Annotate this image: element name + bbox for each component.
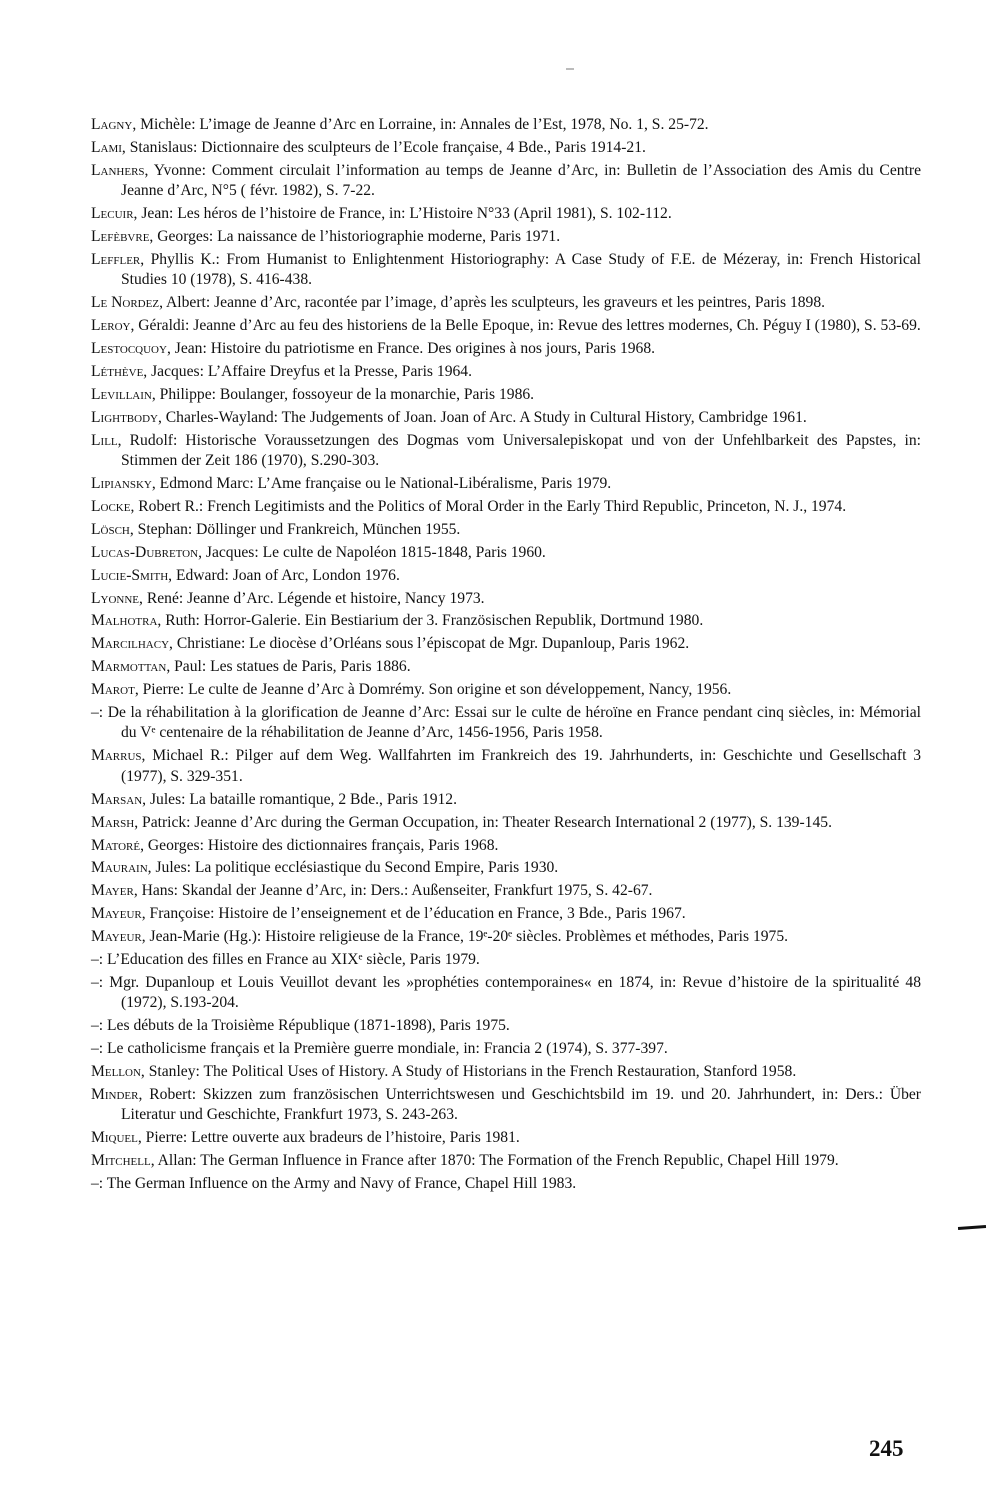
- entry-text: , Allan: The German Influence in France after 1870: The Formation of the French Republic, Chapel Hill 1979.: [150, 1152, 839, 1170]
- entry-text: , Michael R.: Pilger auf dem Weg. Wallfahrten im Frankreich des 19. Jahrhunderts, in: Geschichte und Gesellschaft 3 (1977), S. 329-351.: [121, 747, 921, 785]
- bibliography-entry: [91, 657, 921, 677]
- entry-text: , Jean-Marie (Hg.): Histoire religieuse de la France, 19ᵉ-20ᵉ siècles. Problèmes et méthodes, Paris 1975.: [141, 928, 789, 946]
- entry-author: Mayeur: [91, 928, 142, 946]
- bibliography-entry: [91, 973, 921, 1014]
- entry-author: Marsh: [91, 813, 135, 831]
- margin-dash-mark: [958, 1225, 986, 1230]
- entry-author: Mellon: [91, 1063, 141, 1081]
- bibliography-entry: [91, 813, 921, 833]
- entry-author: Locke: [91, 497, 131, 515]
- entry-author: Lipiansky: [91, 475, 152, 492]
- entry-author: Lagny: [91, 116, 133, 133]
- entry-text: , Georges: Histoire des dictionnaires français, Paris 1968.: [140, 836, 499, 854]
- bibliography-entry: [91, 703, 921, 744]
- entry-text: , Robert: Skizzen zum französischen Unterrichtswesen und Geschichtsbild im 19. und 20. Jahrhundert, in: Ders.: Über Literatur und Geschichte, Frankfurt 1973, S. 243-263.: [121, 1085, 921, 1124]
- entry-text: , Georges: La naissance de l’historiographie moderne, Paris 1971.: [149, 228, 561, 246]
- entry-text: , Patrick: Jeanne d’Arc during the German Occupation, in: Theater Research International 2 (1977), S. 139-145.: [134, 813, 832, 831]
- entry-text: –: L’Education des filles en France au XIXᵉ siècle, Paris 1979.: [91, 951, 480, 969]
- entry-text: , Françoise: Histoire de l’enseignement et de l’éducation en France, 3 Bde., Paris 1967.: [141, 905, 686, 923]
- entry-author: Mayer: [91, 882, 134, 900]
- entry-author: Maurain: [91, 859, 148, 877]
- bibliography-entry: [91, 836, 921, 856]
- entry-author: Mitchell: [91, 1152, 151, 1170]
- bibliography-entry: [91, 385, 921, 405]
- entry-text: , Pierre: Le culte de Jeanne d’Arc à Domrémy. Son origine et son développement, Nancy, 1956.: [134, 681, 732, 699]
- bibliography-entry: [91, 204, 921, 224]
- bibliography-entry: [91, 746, 921, 787]
- entry-text: –: The German Influence on the Army and Navy of France, Chapel Hill 1983.: [91, 1175, 577, 1193]
- entry-author: Lanhers: [91, 161, 145, 179]
- entry-author: Mayeur: [91, 905, 142, 923]
- entry-text: , Christiane: Le diocèse d’Orléans sous l’épiscopat de Mgr. Dupanloup, Paris 1962.: [169, 635, 690, 653]
- bibliography-entry: [91, 161, 921, 202]
- bibliography-entry: [91, 497, 921, 517]
- page-number: 245: [869, 1436, 904, 1461]
- entry-text: , Michèle: L’image de Jeanne d’Arc en Lorraine, in: Annales de l’Est, 1978, No. 1, S. 25-72.: [132, 116, 709, 133]
- entry-text: –: Les débuts de la Troisième République (1871-1898), Paris 1975.: [91, 1017, 510, 1035]
- page-speck: [566, 68, 574, 70]
- bibliography-entry: [91, 250, 921, 291]
- entry-text: , Hans: Skandal der Jeanne d’Arc, in: Ders.: Außenseiter, Frankfurt 1975, S. 42-67.: [133, 882, 653, 900]
- entry-author: Lösch: [91, 520, 130, 538]
- entry-author: Matoré: [91, 836, 141, 854]
- entry-text: , Philippe: Boulanger, fossoyeur de la monarchie, Paris 1986.: [151, 385, 535, 403]
- entry-author: Marmottan: [91, 658, 167, 676]
- bibliography-entry: [91, 227, 921, 247]
- entry-author: Lestocquoy: [91, 340, 167, 358]
- entry-text: , Ruth: Horror-Galerie. Ein Bestiarium der 3. Französischen Republik, Dortmund 1980.: [157, 612, 704, 630]
- entry-author: Lyonne: [91, 589, 140, 607]
- bibliography-entry: [91, 927, 921, 947]
- bibliography-entry: [91, 138, 921, 158]
- bibliography-entry: [91, 520, 921, 540]
- entry-text: , Phyllis K.: From Humanist to Enlightenment Historiography: A Case Study of F.E. de Mézeray, in: French Historical Studies 10 (1978), S. 416-438.: [121, 250, 921, 289]
- bibliography-entry: [91, 1151, 921, 1171]
- entry-text: , Stanley: The Political Uses of History. A Study of Historians in the French Restauration, Stanford 1958.: [140, 1063, 797, 1081]
- entry-text: , Yvonne: Comment circulait l’information au temps de Jeanne d’Arc, in: Bulletin de l’Association des Amis du Centre Jeanne d’Arc, N°5 ( févr. 1982), S. 7-22.: [121, 161, 921, 200]
- bibliography-entry: [91, 790, 921, 810]
- bibliography-entry: [91, 858, 921, 878]
- entry-author: Léthève: [91, 362, 144, 380]
- bibliography-entry: [91, 1062, 921, 1082]
- bibliography-entry: [91, 115, 921, 135]
- entry-text: , Jean: Histoire du patriotisme en France. Des origines à nos jours, Paris 1968.: [166, 340, 656, 358]
- bibliography-entry: [91, 566, 921, 586]
- entry-author: Leffler: [91, 250, 141, 268]
- bibliography-entry: [91, 1016, 921, 1036]
- entry-author: Lucie-Smith: [91, 566, 169, 584]
- bibliography-entry: [91, 904, 921, 924]
- entry-author: Lefèbvre: [91, 228, 150, 246]
- bibliography-entry: [91, 362, 921, 382]
- entry-text: –: Le catholicisme français et la Première guerre mondiale, in: Francia 2 (1974), S. 377-397.: [91, 1040, 668, 1058]
- entry-text: , Jean: Les héros de l’histoire de France, in: L’Histoire N°33 (April 1981), S. 102-112.: [133, 205, 672, 223]
- bibliography-entry: [91, 293, 921, 313]
- bibliography-entry: [91, 881, 921, 901]
- entry-text: , Jules: La bataille romantique, 2 Bde., Paris 1912.: [142, 790, 458, 808]
- entry-author: Lucas-Dubreton: [91, 543, 199, 561]
- entry-text: –: De la réhabilitation à la glorification de Jeanne d’Arc: Essai sur le culte de héroïne en France pendant cinq siècles, in: Mémorial du Vᵉ centenaire de la réhabilitation de Jeanne d’Arc, 1456-1956, Paris 1958.: [91, 704, 921, 742]
- bibliography-entry: [91, 950, 921, 970]
- entry-author: Lill: [91, 431, 118, 449]
- bibliography-entry: [91, 589, 921, 609]
- entry-text: , Jacques: L’Affaire Dreyfus et la Presse, Paris 1964.: [143, 362, 472, 380]
- entry-text: , Edward: Joan of Arc, London 1976.: [168, 566, 400, 584]
- entry-text: , Stanislaus: Dictionnaire des sculpteurs de l’Ecole française, 4 Bde., Paris 1914-21.: [121, 138, 646, 156]
- entry-author: Marsan: [91, 790, 143, 808]
- bibliography-entry: [91, 634, 921, 654]
- entry-text: , Jacques: Le culte de Napoléon 1815-1848, Paris 1960.: [198, 543, 546, 561]
- bibliography-list: [91, 115, 921, 1197]
- entry-author: Minder: [91, 1085, 139, 1103]
- entry-author: Marot: [91, 681, 135, 699]
- entry-author: Marcilhacy: [91, 635, 170, 653]
- bibliography-entry: [91, 316, 921, 336]
- entry-author: Malhotra: [91, 612, 158, 630]
- entry-text: , Paul: Les statues de Paris, Paris 1886.: [166, 658, 411, 676]
- entry-text: , Jules: La politique ecclésiastique du Second Empire, Paris 1930.: [147, 859, 559, 877]
- entry-text: , Albert: Jeanne d’Arc, racontée par l’image, d’après les sculpteurs, les graveurs et les peintres, Paris 1898.: [159, 294, 826, 312]
- entry-author: Marrus: [91, 747, 142, 765]
- entry-author: Lecuir: [91, 205, 134, 223]
- bibliography-entry: [91, 431, 921, 472]
- entry-author: Levillain: [91, 385, 152, 403]
- entry-author: Le Nordez: [91, 294, 160, 312]
- entry-author: Leroy: [91, 317, 131, 335]
- entry-text: , René: Jeanne d’Arc. Légende et histoire, Nancy 1973.: [139, 589, 485, 607]
- entry-text: , Robert R.: French Legitimists and the Politics of Moral Order in the Early Third Republic, Princeton, N. J., 1974.: [130, 497, 847, 515]
- entry-text: , Pierre: Lettre ouverte aux bradeurs de l’histoire, Paris 1981.: [137, 1129, 520, 1147]
- entry-text: , Géraldi: Jeanne d’Arc au feu des historiens de la Belle Epoque, in: Revue des lettres modernes, Ch. Péguy I (1980), S. 53-69.: [130, 317, 921, 335]
- bibliography-entry: [91, 611, 921, 631]
- entry-text: , Stephan: Döllinger und Frankreich, München 1955.: [129, 520, 461, 538]
- bibliography-entry: [91, 543, 921, 563]
- entry-text: , Edmond Marc: L’Ame française ou le National-Libéralisme, Paris 1979.: [151, 475, 612, 492]
- bibliography-entry: [91, 474, 921, 494]
- entry-text: , Rudolf: Historische Voraussetzungen des Dogmas vom Universalepiskopat und von der Unfehlbarkeit des Papstes, in: Stimmen der Zeit 186 (1970), S.290-303.: [117, 431, 921, 470]
- entry-author: Lightbody: [91, 408, 158, 426]
- bibliography-entry: [91, 1085, 921, 1126]
- bibliography-entry: [91, 1174, 921, 1194]
- bibliography-entry: [91, 339, 921, 359]
- bibliography-entry: [91, 1128, 921, 1148]
- entry-author: Lami: [91, 138, 122, 156]
- bibliography-entry: [91, 408, 921, 428]
- bibliography-entry: [91, 1039, 921, 1059]
- entry-text: , Charles-Wayland: The Judgements of Joan. Joan of Arc. A Study in Cultural History, Cambridge 1961.: [157, 408, 807, 426]
- entry-text: –: Mgr. Dupanloup et Louis Veuillot devant les »prophéties contemporaines« en 1874, in: Revue d’histoire de la spiritualité 48 (1972), S.193-204.: [91, 973, 921, 1012]
- entry-author: Miquel: [91, 1129, 138, 1147]
- bibliography-entry: [91, 680, 921, 700]
